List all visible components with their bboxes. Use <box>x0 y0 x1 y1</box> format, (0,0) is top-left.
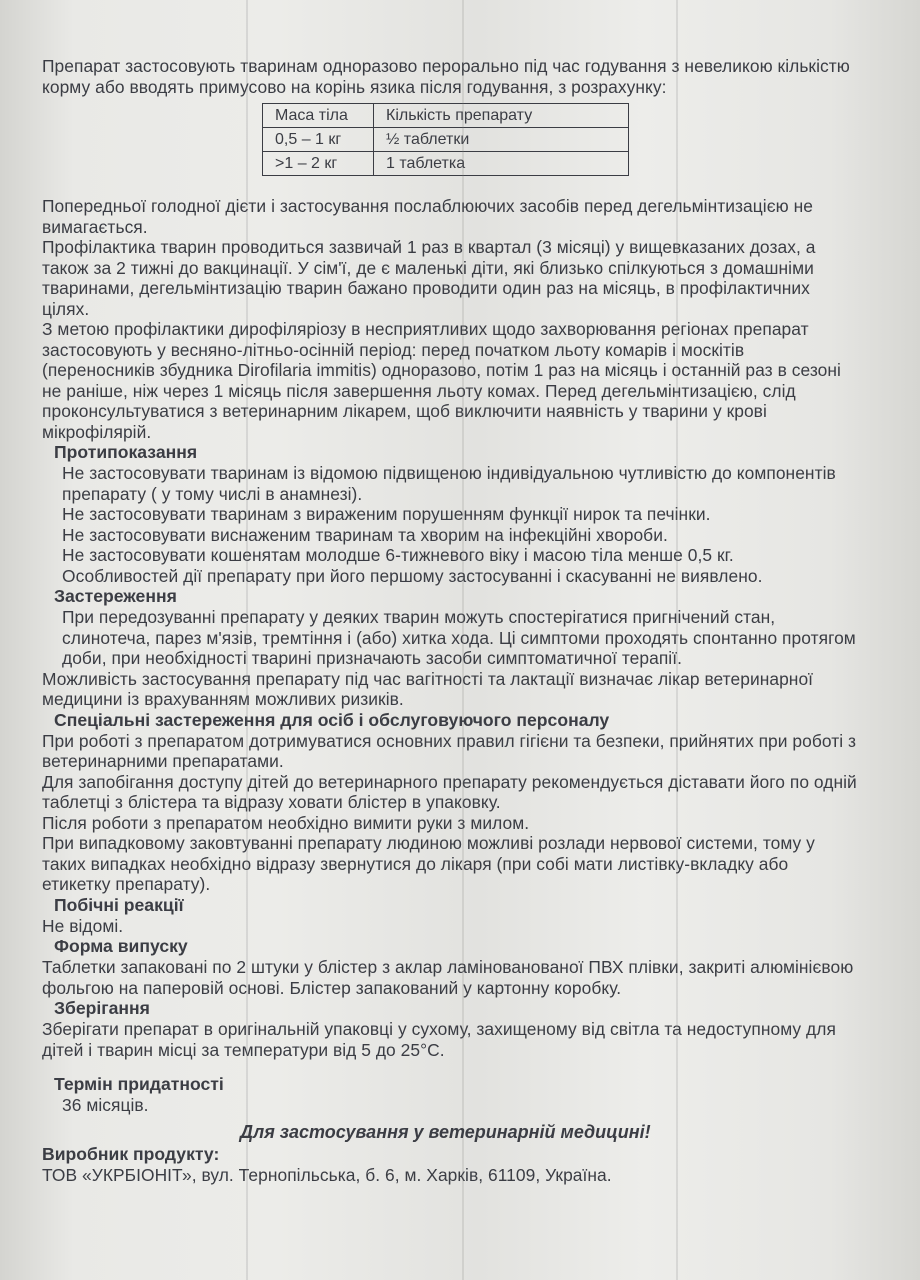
prophylaxis-paragraph: Профілактика тварин проводиться зазвичай 1 раз в квартал (3 місяці) у вищевказаних дозах, а також за 2 тижні до вакцинації. У сім'ї, де є маленькі діти, які близько спілкуються з домашніми тваринами, дегельмінтизацію тварин бажано проводити один раз на місяць, в профілактичних цілях. <box>42 237 816 319</box>
veterinary-use-notice: Для застосування у ветеринарній медицині! <box>240 1122 651 1142</box>
precaution-line: Після роботи з препаратом необхідно вимити руки з милом. <box>42 812 530 833</box>
paper-fold <box>676 0 678 1280</box>
manufacturer-address: ТОВ «УКРБІОНІТ», вул. Тернопільська, б. 6, м. Харків, 61109, Україна. <box>42 1164 612 1185</box>
manufacturer-title: Виробник продукту: <box>42 1143 220 1164</box>
section-title-special-precautions: Спеціальні застереження для осіб і обслуговуючого персоналу <box>54 709 610 730</box>
warning-line: Можливість застосування препарату під час вагітності та лактації визначає лікар ветеринарної медицини із врахуванням можливих ризиків. <box>42 668 814 709</box>
contraindication-line: Особливостей дії препарату при його першому застосуванні і скасуванні не виявлено. <box>62 565 763 586</box>
warning-line: При передозуванні препарату у деяких тварин можуть спостерігатися пригнічений стан, слинотеча, парез м'язів, тремтіння і (або) хитка хода. Ці симптоми проходять спонтанно протягом доби, при необхідності тварині призначають засоби симптоматичної терапії. <box>62 607 856 668</box>
precaution-line: При випадковому заковтуванні препарату людиною можливі розлади нервової системи, тому у таких випадках необхідно відразу звернутися до лікаря (при собі мати листівку-вкладку або етикетку препарату). <box>42 833 815 894</box>
diet-paragraph: Попередньої голодної дієти і застосування послаблюючих засобів перед дегельмінтизацією не вимагається. <box>42 196 813 237</box>
section-title-side-effects: Побічні реакції <box>54 894 184 915</box>
table-row <box>263 104 629 128</box>
section-title-warnings: Застереження <box>54 586 177 606</box>
side-effects-text: Не відомі. <box>42 915 124 936</box>
table-row <box>263 128 629 152</box>
release-form-text: Таблетки запаковані по 2 штуки у блістер з аклар ламінованованої ПВХ плівки, закриті алюмінієвою фольгою на паперовій основі. Блістер запакований у картонну коробку. <box>42 957 854 998</box>
table-header-cell: Кількість препарату <box>374 104 629 128</box>
storage-text: Зберігати препарат в оригінальній упаковці у сухому, захищеному від світла та недоступному для дітей і тварин місці за температури від 5 до 25°С. <box>42 1019 836 1060</box>
dosage-table <box>262 103 629 176</box>
table-row <box>263 152 629 176</box>
table-cell: 1 таблетка <box>374 152 629 176</box>
section-title-storage: Зберігання <box>54 998 150 1018</box>
paper-fold <box>246 0 248 1280</box>
section-title-contraindications: Протипоказання <box>54 442 198 462</box>
precaution-line: Для запобігання доступу дітей до ветеринарного препарату рекомендується діставати його по одній таблетці з блістера та відразу ховати блістер в упаковку. <box>42 771 857 812</box>
section-title-shelf-life: Термін придатності <box>54 1074 224 1094</box>
table-cell: ½ таблетки <box>374 128 629 152</box>
dirofilaria-paragraph: З метою профілактики дирофіляріозу в несприятливих щодо захворювання регіонах препарат застосовують у весняно-літньо-осінній період: перед початком льоту комарів і москітів (переносників збудника Dirofilaria immitis) одноразово, потім 1 раз на місяць і останній раз в сезоні не раніше, ніж через 1 місяць після завершення льоту комах. Перед дегельмінтизацією, слід проконсультуватися з ветеринарним лікарем, щоб виключити наявність у тварини у крові мікрофілярій. <box>42 319 841 442</box>
contraindication-line: Не застосовувати кошенятам молодше 6-тижневого віку і масою тіла менше 0,5 кг. <box>62 545 734 565</box>
precaution-line: При роботі з препаратом дотримуватися основних правил гігієни та безпеки, прийнятих при роботі з ветеринарними препаратами. <box>42 730 857 771</box>
section-title-release-form: Форма випуску <box>54 936 188 956</box>
intro-paragraph: Препарат застосовують тваринам одноразово перорально під час годування з невеликою кількістю корму або вводять примусово на корінь язика після годування, з розрахунку: <box>42 56 850 97</box>
table-cell: 0,5 – 1 кг <box>263 128 374 152</box>
shelf-life-text: 36 місяців. <box>62 1095 149 1115</box>
contraindication-line: Не застосовувати тваринам із відомою підвищеною індивідуальною чутливістю до компонентів препарату ( у тому числі в анамнезі). <box>62 463 836 504</box>
contraindication-line: Не застосовувати тваринам з вираженим порушенням функції нирок та печінки. <box>62 504 711 524</box>
contraindication-line: Не застосовувати виснаженим тваринам та хворим на інфекційні хвороби. <box>62 524 668 545</box>
table-cell: >1 – 2 кг <box>263 152 374 176</box>
table-header-cell: Маса тіла <box>263 104 374 128</box>
paper-fold <box>462 0 464 1280</box>
